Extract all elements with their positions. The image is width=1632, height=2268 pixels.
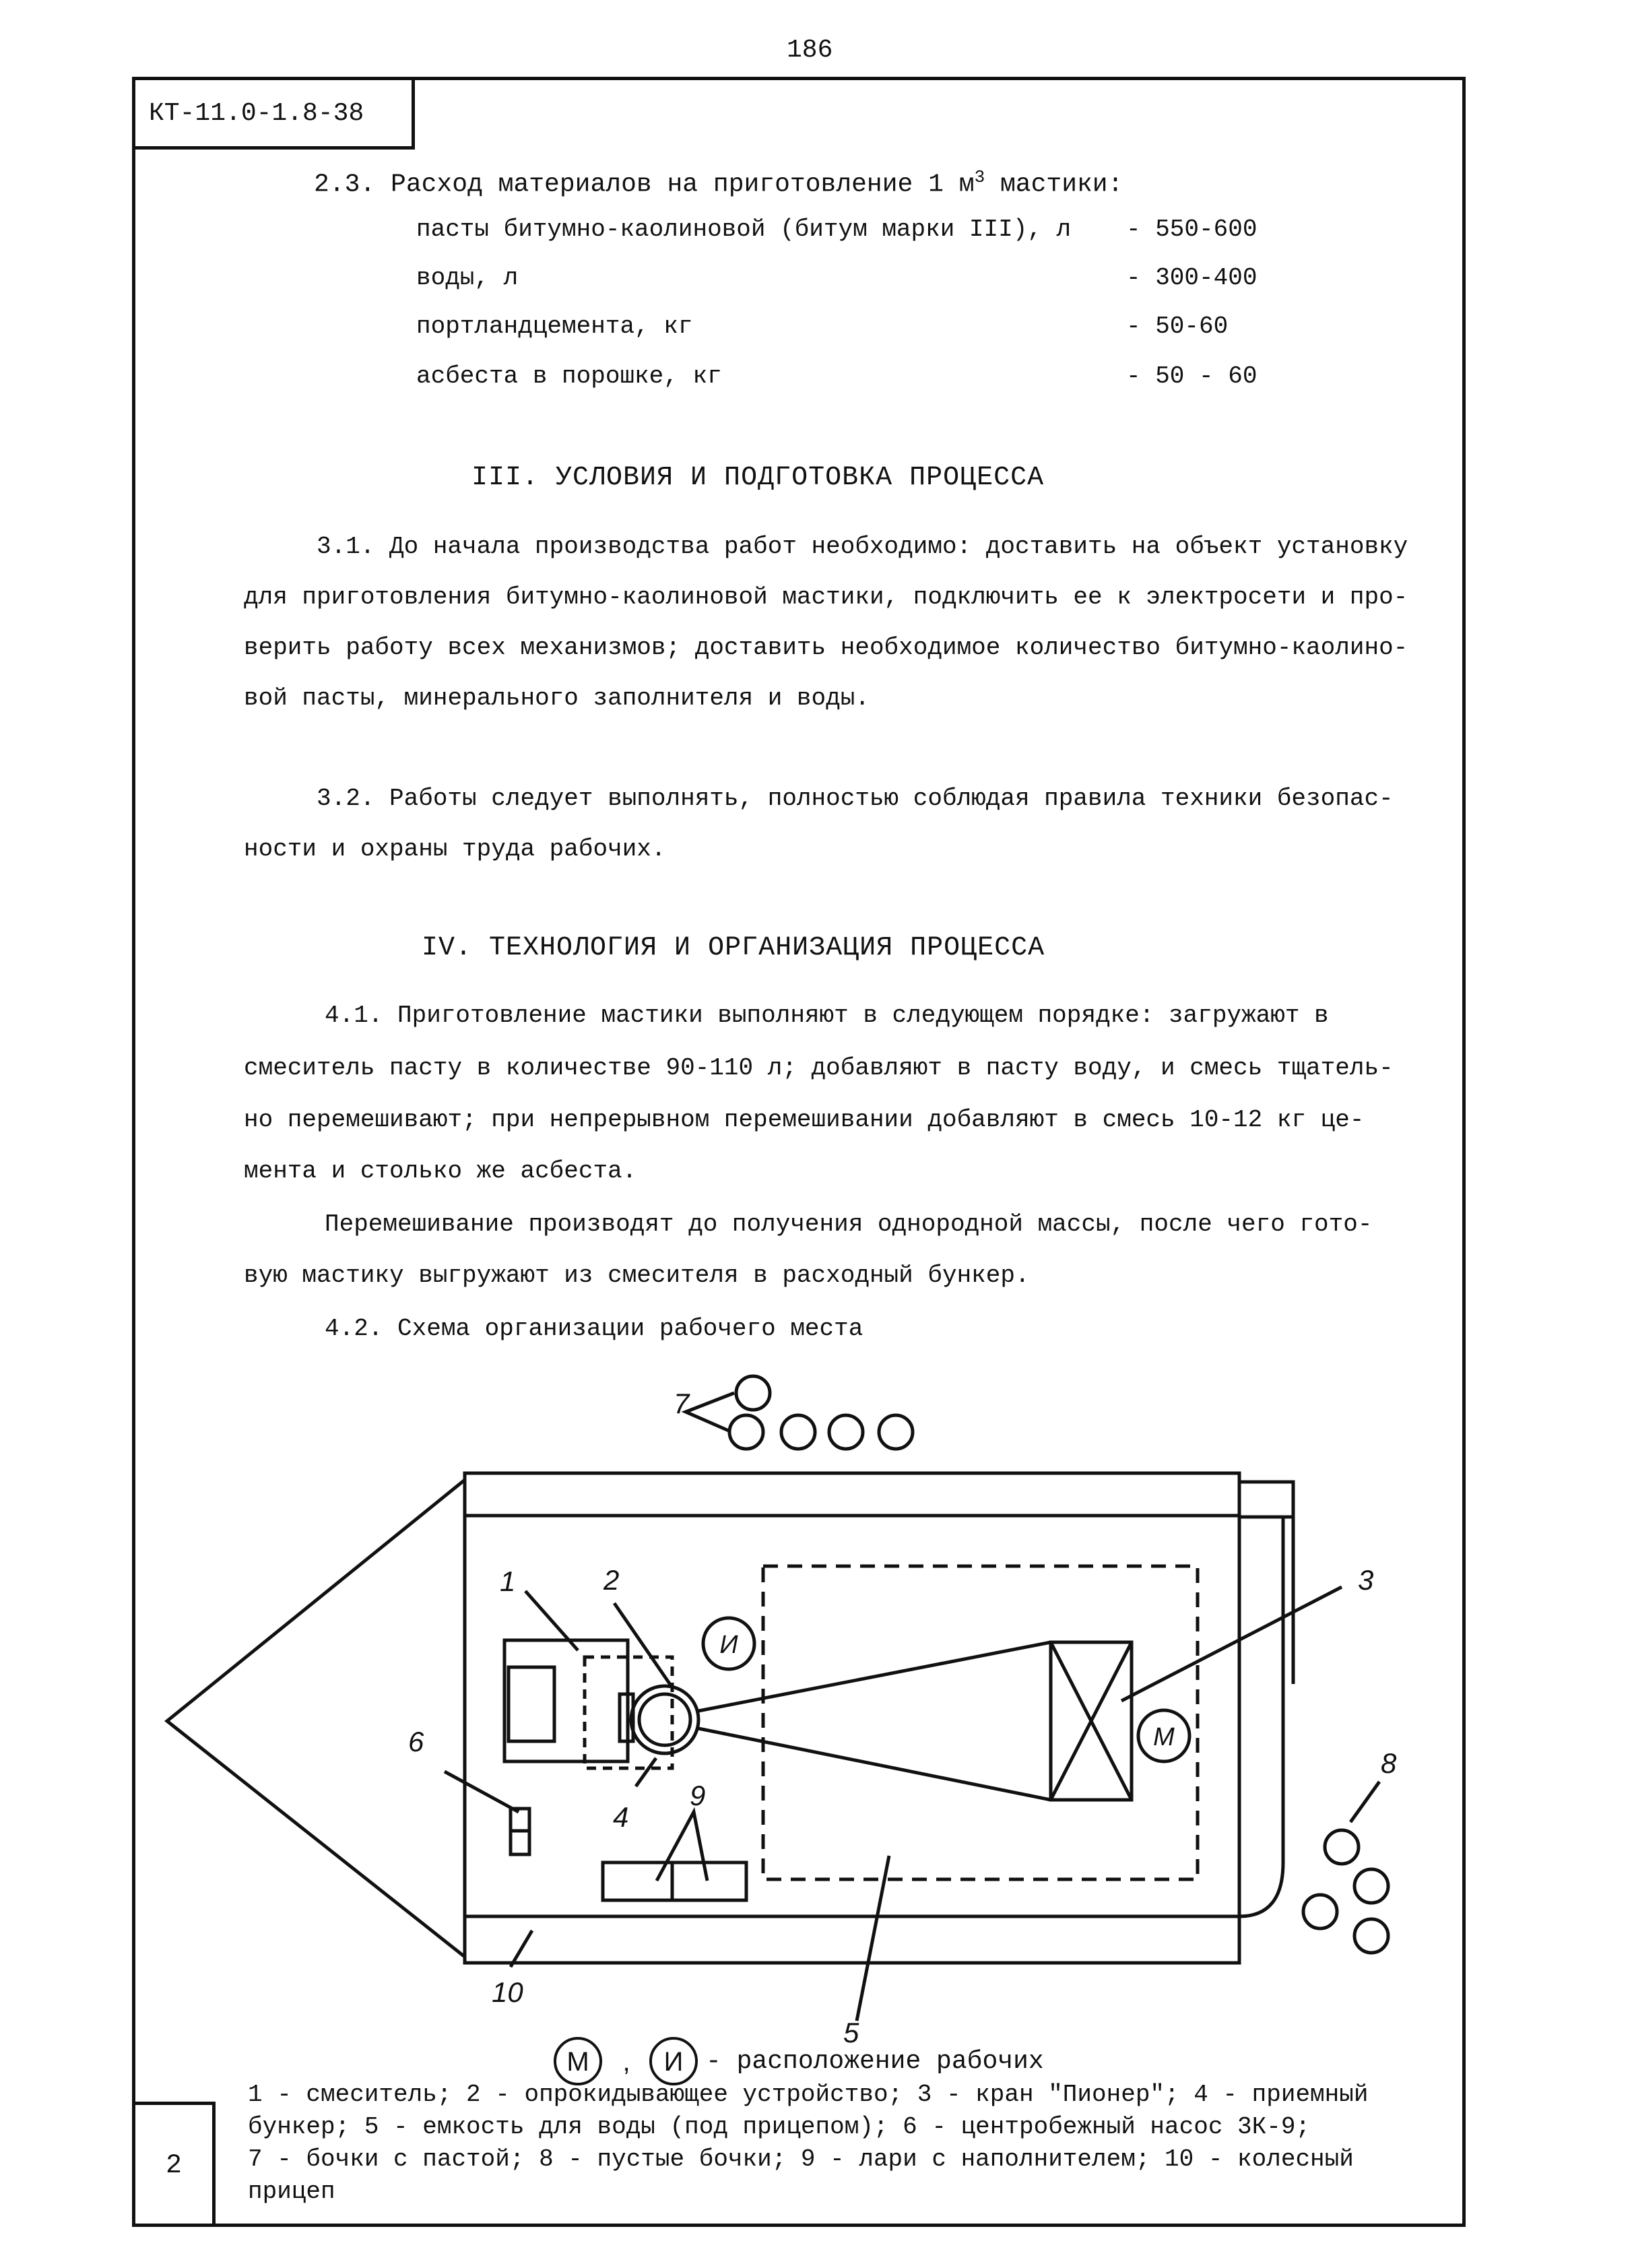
page-number: 186 [787,36,833,65]
material-value: - 50 - 60 [1126,362,1258,390]
leader-4 [636,1758,656,1786]
label-6: 6 [408,1726,424,1757]
scheme-title: 4.2. Схема организации рабочего места [325,1315,863,1342]
paste-barrel [781,1415,815,1449]
section-4-heading: IV. ТЕХНОЛОГИЯ И ОРГАНИЗАЦИЯ ПРОЦЕССА [422,933,1045,963]
tipping-device-inner [639,1694,690,1745]
empty-barrel [1354,1919,1388,1953]
paste-barrel [829,1415,863,1449]
label-9: 9 [690,1780,706,1811]
label-4: 4 [613,1801,629,1833]
worker-i-letter: И [719,1631,738,1659]
paste-barrel [736,1376,770,1410]
sheet-number: 2 [132,2102,216,2227]
legend-line: 1 - смеситель; 2 - опрокидывающее устройство; 3 - кран "Пионер"; 4 - приемный [248,2081,1369,2108]
material-value: - 550-600 [1126,216,1258,243]
label-3: 3 [1358,1564,1374,1596]
paragraph-line: но перемешивают; при непрерывном перемешивании добавляют в смесь 10-12 кг це- [244,1106,1365,1134]
material-label: асбеста в порошке, кг [416,362,722,390]
trailer-drawbar [167,1480,465,1957]
trailer-side-top [1239,1482,1293,1517]
trailer-side-frame [1239,1517,1283,1916]
trailer-outline [465,1473,1239,1963]
document-code: КТ-11.0-1.8-38 [132,77,415,150]
leader-7 [686,1393,734,1431]
material-value: - 50-60 [1126,313,1229,340]
leader-3 [1121,1587,1342,1701]
filler-bins [603,1862,746,1900]
label-8: 8 [1381,1747,1397,1779]
crane-boom-lower [698,1728,1051,1800]
empty-barrel [1325,1830,1359,1864]
leader-9 [657,1812,707,1881]
paragraph-line: для приготовления битумно-каолиновой мастики, подключить ее к электросети и про- [244,583,1408,611]
legend-worker-i-letter: И [663,2047,684,2077]
label-10: 10 [492,1976,523,2008]
section-3-heading: III. УСЛОВИЯ И ПОДГОТОВКА ПРОЦЕССА [471,463,1045,493]
paragraph-line: 3.1. До начала производства работ необходимо: доставить на объект установку [317,533,1408,560]
legend-line: 7 - бочки с пастой; 8 - пустые бочки; 9 - лари с наполнителем; 10 - колесный [248,2145,1354,2173]
paragraph-line: смеситель пасту в количестве 90-110 л; добавляют в пасту воду, и смесь тщатель- [244,1054,1394,1082]
tipping-device [631,1686,698,1753]
paragraph-line: верить работу всех механизмов; доставить необходимое количество битумно-каолино- [244,634,1408,661]
legend-line: прицеп [248,2178,335,2205]
material-value: - 300-400 [1126,264,1258,292]
material-label: пасты битумно-каолиновой (битум марки III), л [416,216,1072,243]
label-7: 7 [674,1388,690,1419]
paragraph-line: 3.2. Работы следует выполнять, полностью соблюдая правила техники безопас- [317,785,1394,812]
mixer-inner [509,1667,554,1741]
section-2-3-title: 2.3. Расход материалов на приготовление 1 $м^3$ мастики: [314,167,1123,199]
label-2: 2 [603,1564,620,1596]
paragraph-line: мента и столько же асбеста. [244,1157,637,1185]
material-label: портландцемента, кг [416,313,693,340]
paste-barrel [729,1415,763,1449]
legend-worker-m-letter: М [566,2047,589,2077]
paragraph-line: вой пасты, минерального заполнителя и воды. [244,684,870,712]
worker-m-letter: М [1153,1723,1175,1751]
label-5: 5 [843,2017,859,2048]
legend-workers-text: - расположение рабочих [706,2047,1044,2076]
label-1: 1 [500,1565,516,1597]
paragraph-line: ности и охраны труда рабочих. [244,835,666,863]
paragraph-line: 4.1. Приготовление мастики выполняют в следующем порядке: загружают в [325,1002,1329,1029]
leader-8 [1350,1782,1379,1822]
legend-line: бункер; 5 - емкость для воды (под прицепом); 6 - центробежный насос 3К-9; [248,2113,1311,2141]
leader-6 [445,1772,519,1812]
material-label: воды, л [416,264,519,292]
paragraph-line: вую мастику выгружают из смесителя в расходный бункер. [244,1262,1030,1289]
empty-barrel [1303,1895,1337,1929]
empty-barrel [1354,1869,1388,1903]
leader-2 [614,1603,674,1689]
paragraph-line: Перемешивание производят до получения однородной массы, после чего гото- [325,1210,1373,1238]
legend-separator: , [622,2047,630,2077]
paste-barrel [879,1415,913,1449]
